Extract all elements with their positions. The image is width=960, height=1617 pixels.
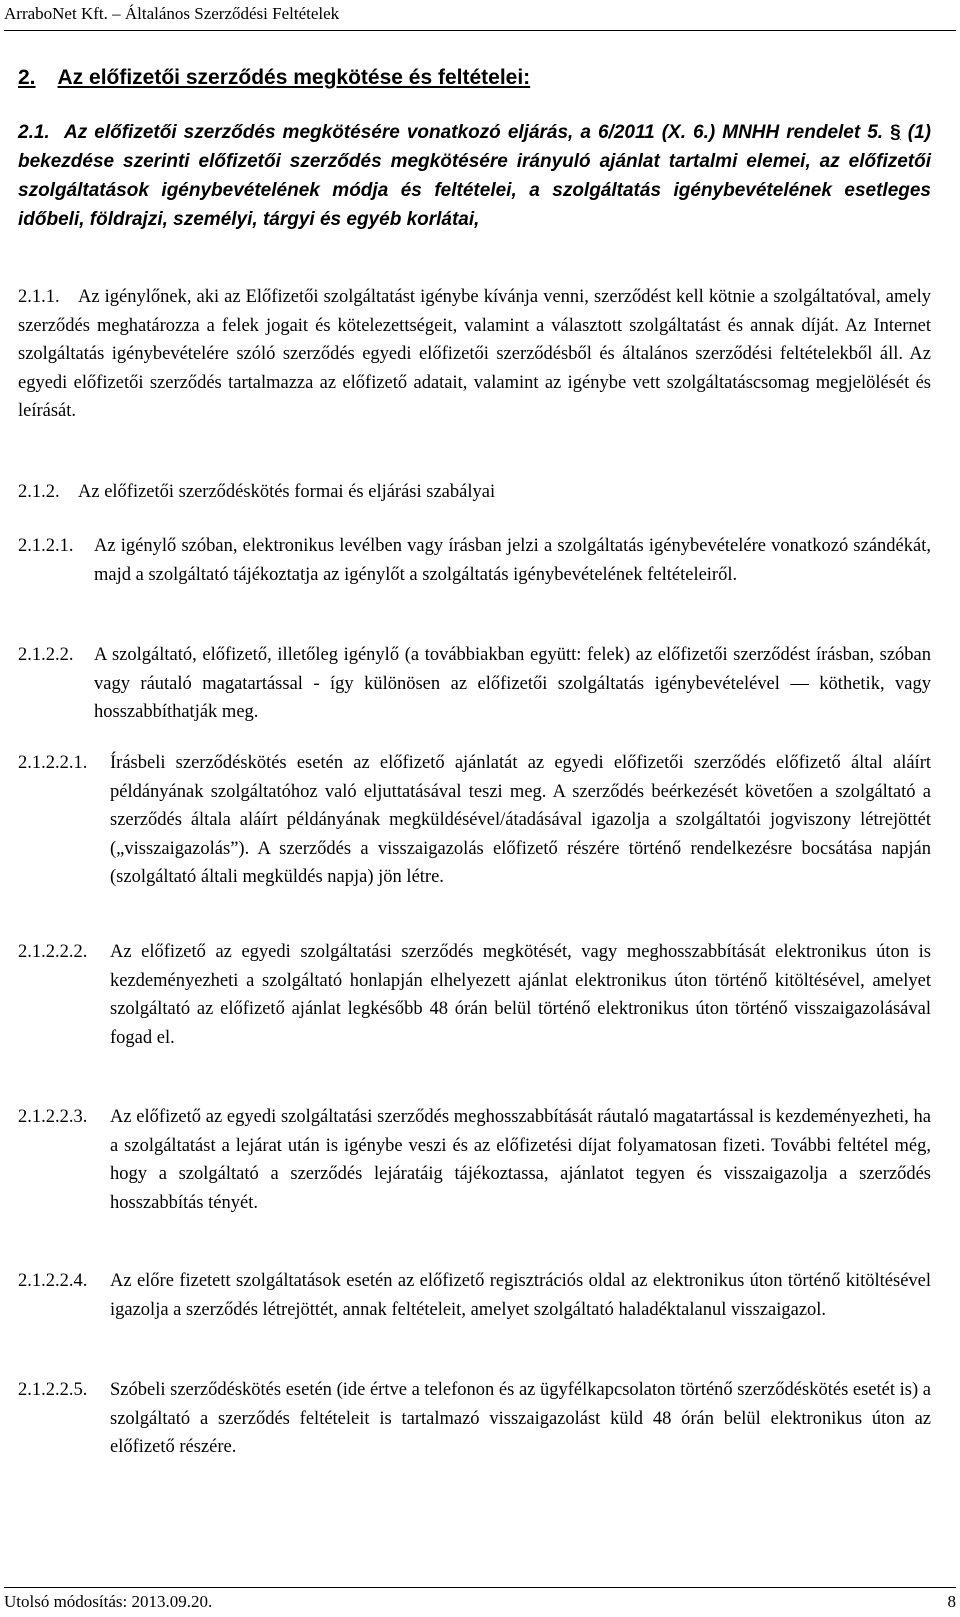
paragraph-number: 2.1.2.2.1.: [18, 753, 88, 773]
paragraph-text: Írásbeli szerződéskötés esetén az előfizető ajánlatát az egyedi előfizetői szerződés előfizető által aláírt példányának szolgáltatóhoz való eljuttatásával teszi meg. A szerződés beérkezését követően a szolgáltató a szerződés általa aláírt példányának megküldésével/átadásával igazolja a szolgáltatói jogviszony létrejöttét („visszaigazolás”). A szerződés a visszaigazolás előfizető részére történő rendelkezésre bocsátása napján (szolgáltató általi megküldés napja) jön létre.: [110, 753, 931, 887]
subsection-text-start: Az előfizetői szerződés megkötésére vonatkozó eljárás, a 6/2011 (X. 6.) MNHH rendelet 5.: [64, 122, 884, 143]
paragraph-text: A szolgáltató, előfizető, illetőleg igénylő (a továbbiakban együtt: felek) az előfizetői szerződést írásban, szóban vagy ráutaló magatartással - így különösen az előfizetői szolgáltatás igénybevételével — köthetik, vagy hosszabbíthatják meg.: [94, 645, 931, 722]
paragraph-text: Az előfizető az egyedi szolgáltatási szerződés megkötését, vagy meghosszabbítását elektronikus úton is kezdeményezheti a szolgáltató honlapján elhelyezett ajánlat elektronikus úton történő kitöltésével, amelyet szolgáltató az előfizető ajánlat legkésőbb 48 órán belül történő elektronikus úton történő visszaigazolásával fogad el.: [110, 942, 931, 1048]
paragraph-2-1-2-2-1: [18, 749, 931, 892]
paragraph-number: 2.1.2.2.: [18, 645, 74, 665]
subsection-heading: [18, 118, 931, 234]
paragraph-number: 2.1.2.2.5.: [18, 1380, 88, 1400]
document-header: ArraboNet Kft. – Általános Szerződési Feltételek: [4, 4, 340, 23]
paragraph-2-1-2-1: [18, 532, 931, 589]
header-divider: [4, 30, 956, 31]
section-heading: [18, 66, 530, 90]
paragraph-2-1-1: [18, 283, 931, 426]
subsection-number: 2.1.: [18, 122, 50, 143]
paragraph-text: Az előre fizetett szolgáltatások esetén az előfizető regisztrációs oldal az elektronikus úton történő kitöltésével igazolja a szerződés létrejöttét, annak feltételeit, amelyet szolgáltató haladéktalanul visszaigazol.: [110, 1271, 931, 1320]
footer-divider: [4, 1587, 956, 1588]
paragraph-2-1-2-2-4: [18, 1267, 931, 1324]
paragraph-2-1-2-2-2: [18, 938, 931, 1052]
footer-last-modified: Utolsó módosítás: 2013.09.20.: [4, 1592, 213, 1611]
page-number: 8: [947, 1592, 956, 1611]
paragraph-number: 2.1.2.1.: [18, 536, 74, 556]
paragraph-2-1-2: [18, 478, 931, 507]
paragraph-2-1-2-2: [18, 641, 931, 727]
paragraph-text: Szóbeli szerződéskötés esetén (ide értve a telefonon és az ügyfélkapcsolaton történő szerződéskötés esetét is) a szolgáltató a szerződés feltételeit is tartalmazó visszaigazolást küld 48 órán belül elektronikus úton az előfizető részére.: [110, 1380, 931, 1457]
subsection-text-end: (1) bekezdése szerinti előfizetői szerződés megkötésére irányuló ajánlat tartalmi elemei, az előfizetői szolgáltatások igénybevételének módja és feltételei, a szolgáltatás igénybevételének esetleges időbeli, földrajzi, személyi, tárgyi és egyéb korlátai,: [18, 122, 931, 230]
section-number: 2.: [18, 66, 36, 89]
section-sign: §: [890, 122, 901, 143]
paragraph-number: 2.1.2.2.4.: [18, 1271, 88, 1291]
paragraph-number: 2.1.2.2.3.: [18, 1107, 88, 1127]
paragraph-number: 2.1.2.2.2.: [18, 942, 88, 962]
section-title: Az előfizetői szerződés megkötése és feltételei:: [57, 66, 531, 89]
paragraph-number: 2.1.2.: [18, 482, 60, 502]
paragraph-text: Az igénylőnek, aki az Előfizetői szolgáltatást igénybe kívánja venni, szerződést kell kötnie a szolgáltatóval, amely szerződés meghatározza a felek jogait és kötelezettségeit, valamint a választott szolgáltatást és annak díját. Az Internet szolgáltatás igénybevételére szóló szerződés egyedi előfizetői szerződésből és általános szerződési feltételekből áll. Az egyedi előfizetői szerződés tartalmazza az előfizető adatait, valamint az igénybe vett szolgáltatáscsomag megjelölését és leírását.: [18, 287, 931, 421]
paragraph-2-1-2-2-5: [18, 1376, 931, 1462]
paragraph-number: 2.1.1.: [18, 287, 60, 307]
paragraph-text: Az igénylő szóban, elektronikus levélben vagy írásban jelzi a szolgáltatás igénybevételére vonatkozó szándékát, majd a szolgáltató tájékoztatja az igénylőt a szolgáltatás igénybevételének feltételeiről.: [94, 536, 931, 585]
paragraph-text: Az előfizető az egyedi szolgáltatási szerződés meghosszabbítását ráutaló magatartással is kezdeményezheti, ha a szolgáltatást a lejárat után is igénybe veszi és az előfizetési díjat folyamatosan fizeti. További feltétel még, hogy a szolgáltató a szerződés lejáratáig tájékoztassa, ajánlatot tegyen és visszaigazolja a szerződés hosszabbítás tényét.: [110, 1107, 931, 1213]
paragraph-text: Az előfizetői szerződéskötés formai és eljárási szabályai: [78, 482, 496, 502]
paragraph-2-1-2-2-3: [18, 1103, 931, 1217]
